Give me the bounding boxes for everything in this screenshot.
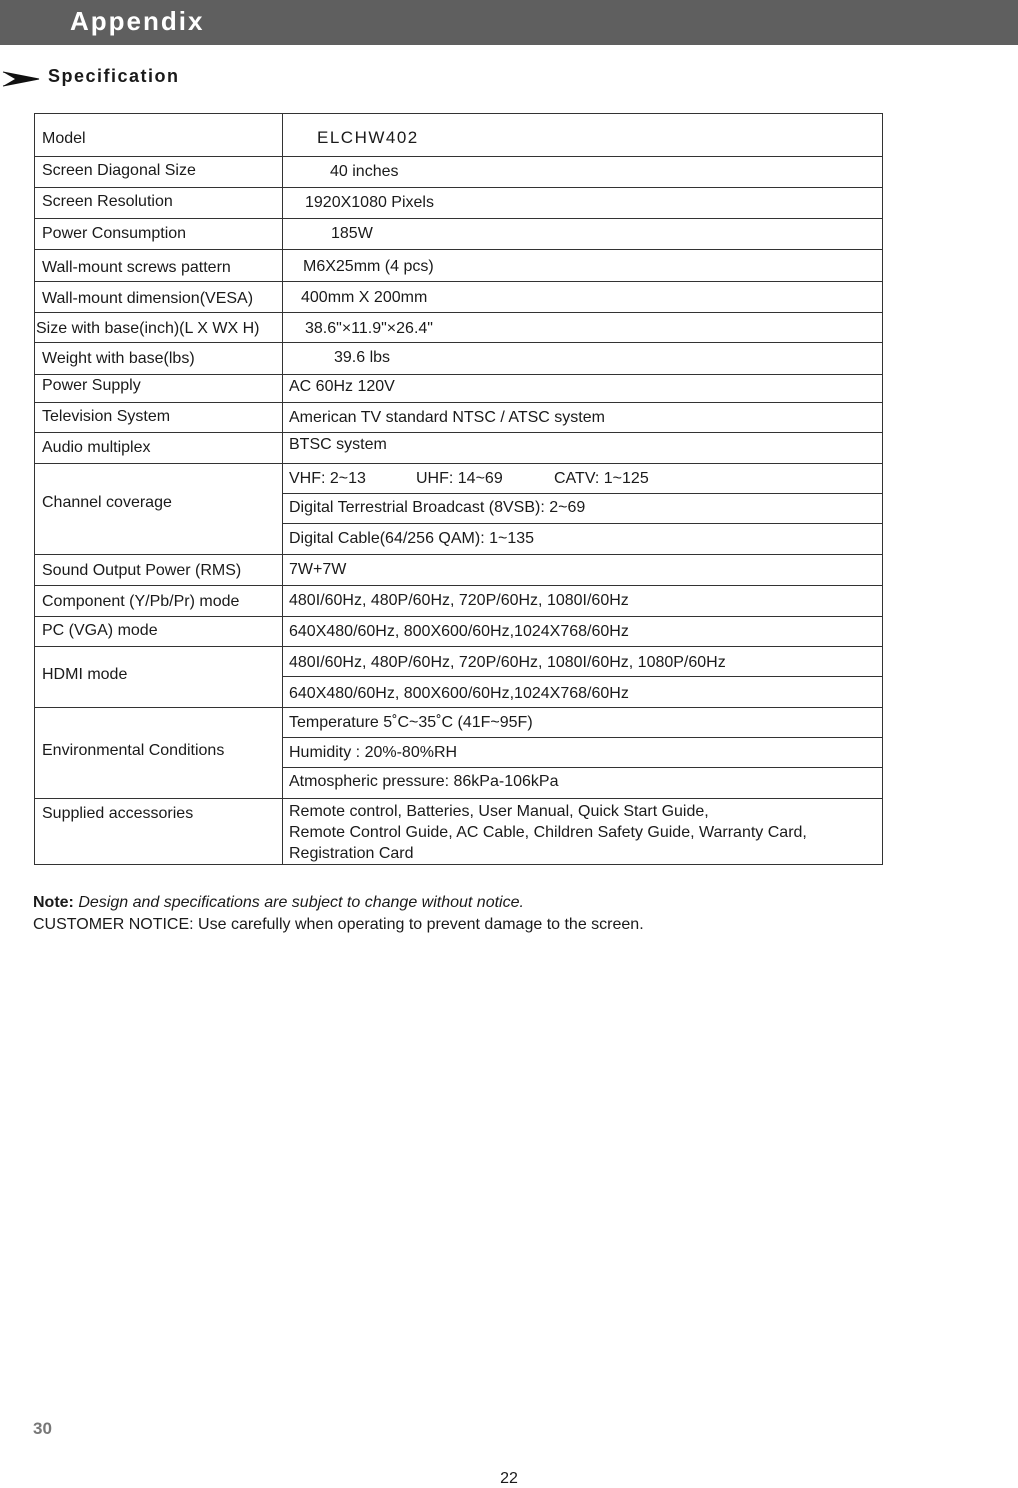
subrow-divider (282, 767, 882, 768)
value-weight-with-base: 39.6 lbs (334, 349, 391, 366)
row-divider (35, 249, 882, 250)
label-accessories: Supplied accessories (42, 805, 194, 822)
value-terrestrial: Digital Terrestrial Broadcast (8VSB): 2~69 (289, 499, 586, 516)
row-divider (35, 707, 882, 708)
label-weight-with-base: Weight with base(lbs) (42, 350, 195, 367)
row-divider (35, 432, 882, 433)
row-divider (35, 312, 882, 313)
subrow-divider (282, 676, 882, 677)
section-title: Specification (48, 66, 180, 86)
page-number: 22 (500, 1470, 518, 1487)
row-divider (35, 463, 882, 464)
row-divider (35, 402, 882, 403)
value-cable: Digital Cable(64/256 QAM): 1~135 (289, 530, 535, 547)
label-pc-mode: PC (VGA) mode (42, 622, 158, 639)
note-label: Note: (33, 894, 74, 911)
value-accessories-1: Remote control, Batteries, User Manual, Quick Start Guide, (289, 803, 709, 820)
value-power-consumption: 185W (331, 225, 373, 242)
note-text: Design and specifications are subject to change without notice. (73, 894, 524, 911)
label-screen-size: Screen Diagonal Size (42, 162, 196, 179)
value-size-with-base: 38.6"×11.9"×26.4" (305, 320, 433, 337)
label-audio-multiplex: Audio multiplex (42, 439, 151, 456)
value-pc-mode: 640X480/60Hz, 800X600/60Hz,1024X768/60Hz (289, 623, 629, 640)
value-tv-system: American TV standard NTSC / ATSC system (289, 409, 605, 426)
label-resolution: Screen Resolution (42, 193, 173, 210)
value-sound-output: 7W+7W (289, 561, 347, 578)
value-resolution: 1920X1080 Pixels (305, 194, 434, 211)
row-divider (35, 798, 882, 799)
value-accessories-2: Remote Control Guide, AC Cable, Children Safety Guide, Warranty Card, (289, 824, 807, 841)
label-sound-output: Sound Output Power (RMS) (42, 562, 242, 579)
row-divider (35, 187, 882, 188)
header-bar (0, 0, 1018, 45)
value-pressure: Atmospheric pressure: 86kPa-106kPa (289, 773, 559, 790)
label-power-consumption: Power Consumption (42, 225, 187, 242)
subrow-divider (282, 737, 882, 738)
label-wall-vesa: Wall-mount dimension(VESA) (42, 290, 254, 307)
label-hdmi-mode: HDMI mode (42, 666, 128, 683)
row-divider (35, 342, 882, 343)
row-divider (35, 646, 882, 647)
label-tv-system: Television System (42, 408, 171, 425)
note (33, 894, 524, 912)
value-wall-vesa: 400mm X 200mm (301, 289, 428, 306)
value-power-supply: AC 60Hz 120V (289, 378, 395, 395)
row-divider (35, 616, 882, 617)
arrow-icon (2, 70, 40, 88)
value-hdmi-1: 480I/60Hz, 480P/60Hz, 720P/60Hz, 1080I/60Hz, 1080P/60Hz (289, 654, 726, 671)
value-hdmi-2: 640X480/60Hz, 800X600/60Hz,1024X768/60Hz (289, 685, 629, 702)
label-wall-screws: Wall-mount screws pattern (42, 259, 231, 276)
label-size-with-base: Size with base(inch)(L X WX H) (36, 320, 260, 337)
row-divider (35, 156, 882, 157)
page-title: Appendix (70, 6, 205, 36)
row-divider (35, 218, 882, 219)
value-audio-multiplex: BTSC system (289, 436, 387, 453)
subrow-divider (282, 523, 882, 524)
label-power-supply: Power Supply (42, 377, 141, 394)
value-component-mode: 480I/60Hz, 480P/60Hz, 720P/60Hz, 1080I/60Hz (289, 592, 629, 609)
value-accessories-3: Registration Card (289, 845, 414, 862)
label-component-mode: Component (Y/Pb/Pr) mode (42, 593, 240, 610)
value-uhf: UHF: 14~69 (416, 470, 503, 487)
value-humidity: Humidity : 20%-80%RH (289, 744, 458, 761)
label-model: Model (42, 130, 86, 147)
value-vhf: VHF: 2~13 (289, 470, 366, 487)
row-divider (35, 374, 882, 375)
customer-notice: CUSTOMER NOTICE: Use carefully when operating to prevent damage to the screen. (33, 916, 644, 933)
value-catv: CATV: 1~125 (554, 470, 649, 487)
label-channel-coverage: Channel coverage (42, 494, 172, 511)
value-screen-size: 40 inches (330, 163, 399, 180)
side-page-number: 30 (33, 1419, 52, 1438)
spec-table (34, 113, 883, 865)
row-divider (35, 281, 882, 282)
label-environment: Environmental Conditions (42, 742, 225, 759)
row-divider (35, 554, 882, 555)
value-wall-screws: M6X25mm (4 pcs) (303, 258, 434, 275)
value-model: ELCHW402 (317, 128, 419, 147)
value-temperature: Temperature 5˚C~35˚C (41F~95F) (289, 714, 533, 731)
column-divider (282, 114, 283, 864)
subrow-divider (282, 493, 882, 494)
row-divider (35, 585, 882, 586)
